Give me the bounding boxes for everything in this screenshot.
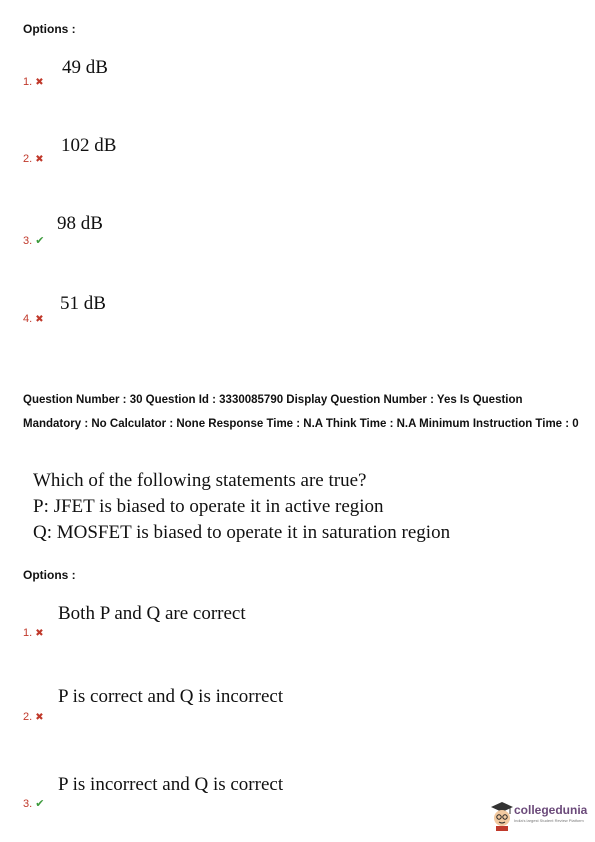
- option-text: Both P and Q are correct: [58, 603, 246, 624]
- option-text: P is correct and Q is incorrect: [58, 686, 284, 707]
- option-text: 51 dB: [60, 293, 106, 314]
- check-icon: ✔: [35, 798, 45, 810]
- option-number: 1. ✖: [23, 76, 44, 88]
- wrong-icon: ✖: [35, 154, 44, 165]
- options-heading: Options :: [23, 568, 76, 582]
- option-number: 4. ✖: [23, 313, 44, 325]
- option-text: P is incorrect and Q is correct: [58, 774, 284, 795]
- check-icon: ✔: [35, 235, 45, 247]
- question-line: Q: MOSFET is biased to operate it in saturation region: [33, 522, 451, 543]
- logo-tagline: India's largest Student Review Platform: [514, 818, 584, 823]
- wrong-icon: ✖: [35, 314, 44, 325]
- question-line: Which of the following statements are true?: [33, 470, 367, 491]
- option-number: 1. ✖: [23, 627, 44, 639]
- wrong-icon: ✖: [35, 77, 44, 88]
- question-text: [33, 468, 450, 546]
- collegedunia-logo: [490, 800, 590, 832]
- option-number: 3. ✔: [23, 235, 45, 247]
- logo-brand: collegedunia: [514, 803, 588, 817]
- wrong-icon: ✖: [35, 628, 44, 639]
- option-text: 98 dB: [57, 213, 103, 234]
- option-number: 2. ✖: [23, 711, 44, 723]
- wrong-icon: ✖: [35, 712, 44, 723]
- option-number: 2. ✖: [23, 153, 44, 165]
- option-text: 102 dB: [61, 135, 117, 156]
- question-line: P: JFET is biased to operate it in active region: [33, 496, 384, 517]
- options-heading: Options :: [23, 22, 76, 36]
- student-mascot-icon: [490, 801, 514, 831]
- option-number: 3. ✔: [23, 798, 45, 810]
- question-meta: Question Number : 30 Question Id : 3330085790 Display Question Number : Yes Is Question Mandatory : No Calculator : None Response Time : N.A Think Time : N.A Minimum Instruction Time : 0: [23, 394, 579, 430]
- option-text: 49 dB: [62, 57, 108, 78]
